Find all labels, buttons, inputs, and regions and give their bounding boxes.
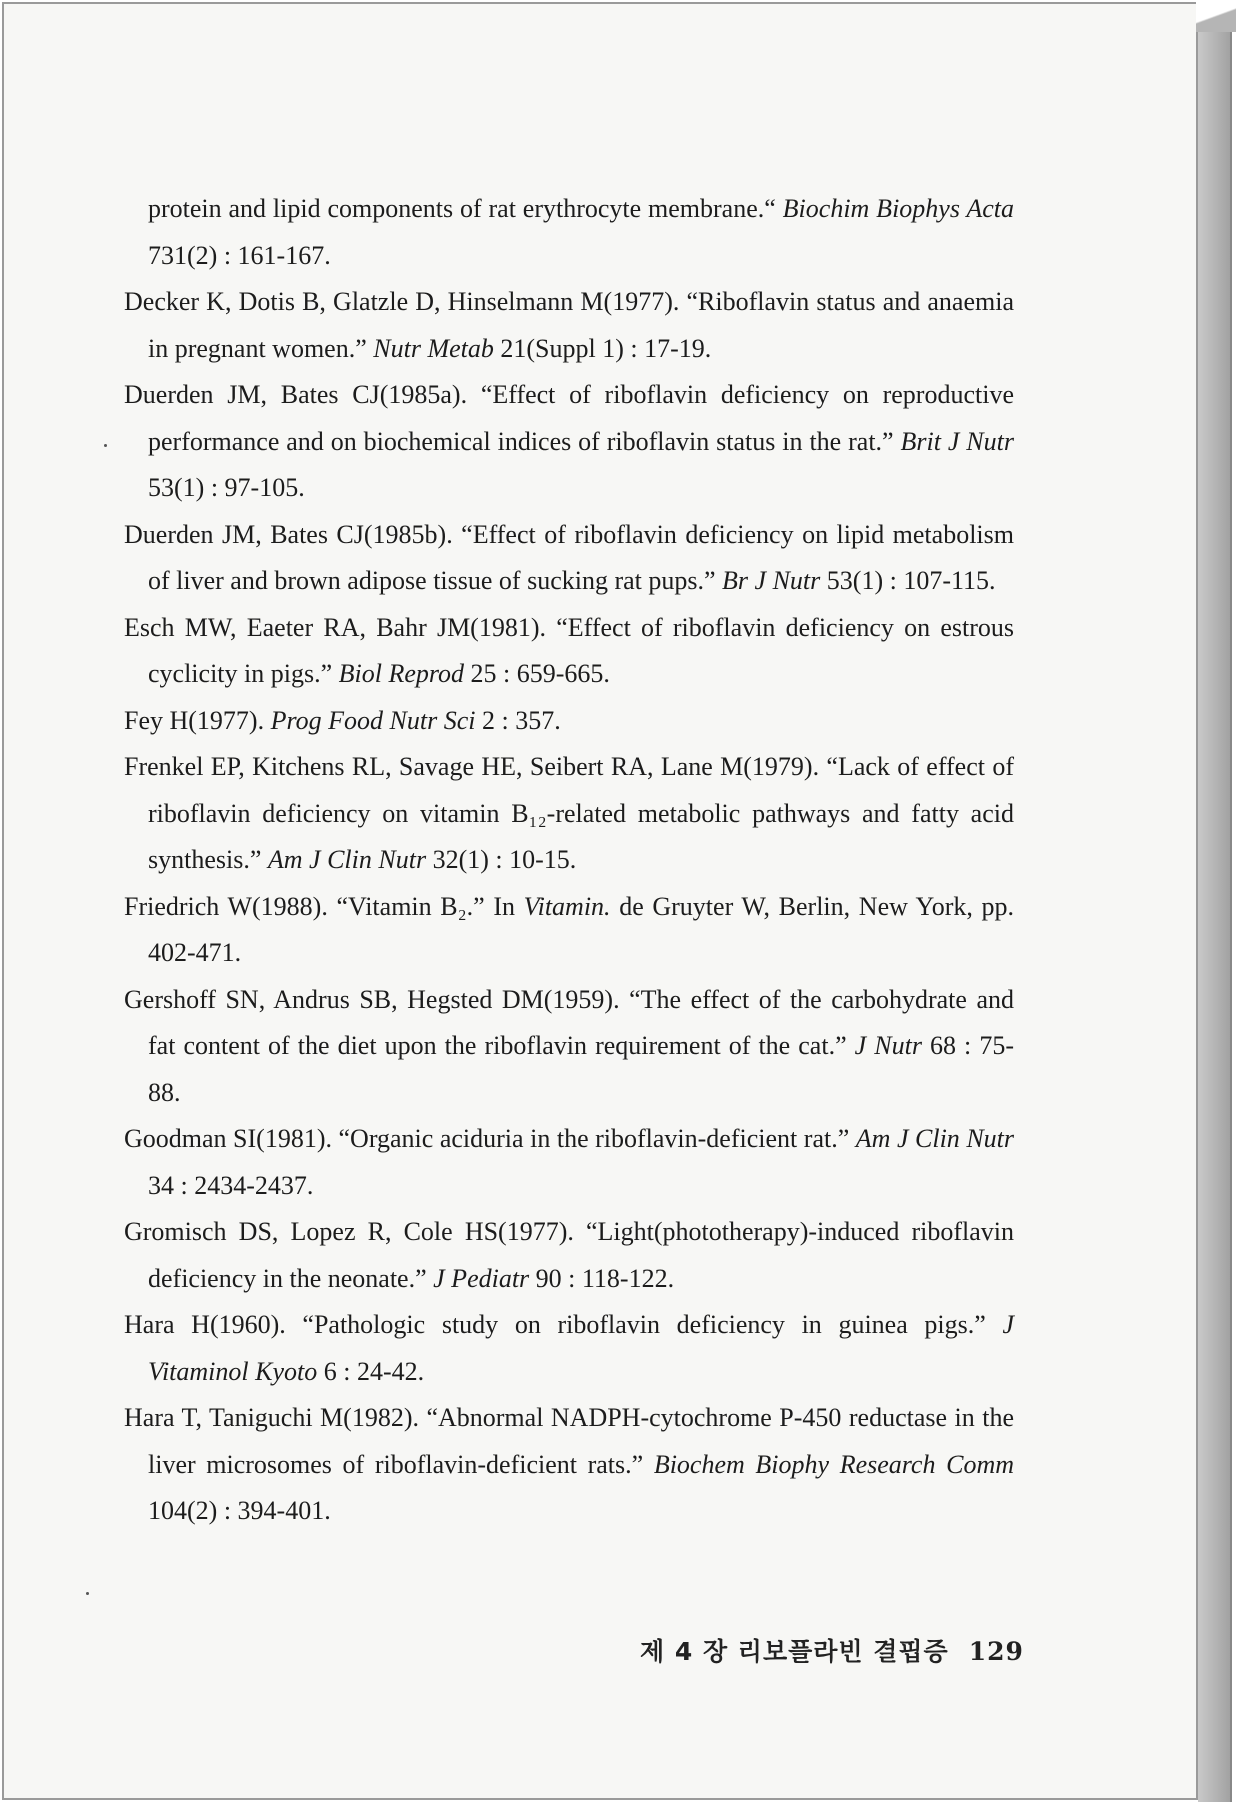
reference-entry: Esch MW, Eaeter RA, Bahr JM(1981). “Effect of riboflavin deficiency on estrous cyclicity in pigs.” Biol Reprod 25 : 659-665. [124,612,1014,688]
journal-name: Biochem Biophy Research Comm [653,1449,1014,1479]
reference-entry: protein and lipid components of rat erythrocyte membrane.“ Biochim Biophys Acta 731(2) : 161-167. [148,194,1014,270]
reference-entry: Hara T, Taniguchi M(1982). “Abnormal NADPH-cytochrome P-450 reductase in the liver microsomes of riboflavin-deficient rats.” Biochem Biophy Research Comm 104(2) : 394-401. [124,1403,1014,1525]
journal-name: J Nutr [854,1031,922,1060]
journal-name: Brit J Nutr [900,426,1014,456]
running-footer [640,1632,1024,1668]
page-number: 129 [968,1637,1024,1666]
reference-entry: Decker K, Dotis B, Glatzle D, Hinselmann M(1977). “Riboflavin status and anaemia in pregnant women.” Nutr Metab 21(Suppl 1) : 17-19. [124,287,1014,363]
reference-entry: Friedrich W(1988). “Vitamin B₂.” In Vitamin. de Gruyter W, Berlin, New York, pp. 402-471. [124,891,1015,967]
speck-mark [86,1592,89,1595]
reference-list [124,186,1014,1535]
speck-mark [104,444,107,447]
journal-name: Am J Clin Nutr [267,845,427,874]
journal-name: Am J Clin Nutr [855,1124,1015,1153]
journal-name: Nutr Metab [373,333,494,363]
chapter-title: 제 4 장 리보플라빈 결핍증 [640,1637,949,1666]
journal-name: Prog Food Nutr Sci [270,705,476,735]
reference-entry: Fey H(1977). Prog Food Nutr Sci 2 : 357. [124,705,561,735]
reference-entry: Goodman SI(1981). “Organic aciduria in the riboflavin-deficient rat.” Am J Clin Nutr 34 : 2434-2437. [124,1124,1015,1200]
journal-name: J Vitaminol Kyoto [148,1310,1014,1386]
page-edge-shadow [1198,4,1232,1802]
journal-name: Biochim Biophys Acta [782,194,1014,223]
page-corner-fold [1196,0,1236,32]
reference-entry: Frenkel EP, Kitchens RL, Savage HE, Seibert RA, Lane M(1979). “Lack of effect of riboflavin deficiency on vitamin B₁₂-related metabolic pathways and fatty acid synthesis.” Am J Clin Nutr 32(1) : 10-15. [124,752,1014,874]
reference-entry: Hara H(1960). “Pathologic study on riboflavin deficiency in guinea pigs.” J Vitaminol Kyoto 6 : 24-42. [124,1310,1014,1386]
journal-name: Br J Nutr [722,566,821,595]
journal-name: Vitamin. [523,891,611,921]
reference-entry: Duerden JM, Bates CJ(1985b). “Effect of riboflavin deficiency on lipid metabolism of liver and brown adipose tissue of sucking rat pups.” Br J Nutr 53(1) : 107-115. [124,519,1014,595]
journal-name: Biol Reprod [338,659,465,688]
reference-entry: Gershoff SN, Andrus SB, Hegsted DM(1959). “The effect of the carbohydrate and fat content of the diet upon the riboflavin requirement of the cat.” J Nutr 68 : 75-88. [124,984,1014,1107]
reference-entry: Gromisch DS, Lopez R, Cole HS(1977). “Light(phototherapy)-induced riboflavin deficiency in the neonate.” J Pediatr 90 : 118-122. [124,1217,1014,1293]
journal-name: J Pediatr [433,1263,530,1293]
reference-entry: Duerden JM, Bates CJ(1985a). “Effect of riboflavin deficiency on reproductive performance and on biochemical indices of riboflavin status in the rat.” Brit J Nutr 53(1) : 97-105. [124,380,1014,502]
